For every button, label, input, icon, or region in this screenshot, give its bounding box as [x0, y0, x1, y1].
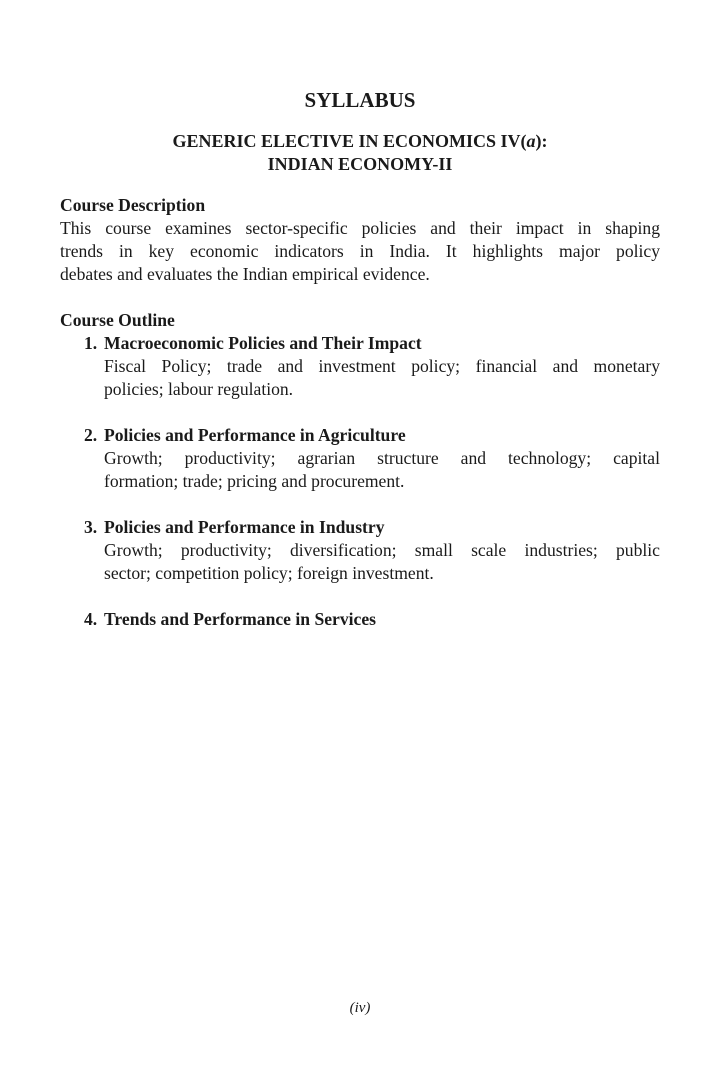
course-outline-heading-text: Course Outline [60, 310, 175, 330]
item-title: Trends and Performance in Services [104, 609, 377, 629]
item-title: Policies and Performance in Agriculture [104, 425, 406, 445]
item-title: Policies and Performance in Industry [104, 517, 385, 537]
item-line: Fiscal Policy; trade and investment policy; financial and monetary [104, 356, 660, 376]
outline-item-2 [84, 424, 660, 493]
subtitle-italic: a [526, 131, 536, 151]
item-number: 2. [84, 425, 98, 445]
item-line: Growth; productivity; agrarian structure and technology; capital [104, 448, 660, 468]
course-subtitle-line-2: INDIAN ECONOMY-II [267, 154, 453, 174]
outline-item-1 [84, 332, 660, 401]
page-title: SYLLABUS [304, 88, 416, 112]
page-number: (iv) [349, 1000, 371, 1016]
item-number: 4. [84, 609, 98, 629]
outline-item-4 [84, 608, 660, 631]
item-line: policies; labour regulation. [104, 379, 294, 399]
course-description-section [60, 194, 660, 286]
course-outline-heading [60, 309, 660, 332]
item-line: formation; trade; pricing and procurement. [104, 471, 405, 491]
outline-item-3 [84, 516, 660, 585]
subtitle-prefix: GENERIC ELECTIVE IN ECONOMICS IV( [172, 131, 527, 151]
item-line: Growth; productivity; diversification; small scale industries; public [104, 540, 660, 560]
description-line: This course examines sector-specific policies and their impact in shaping [60, 218, 660, 238]
item-line: sector; competition policy; foreign investment. [104, 563, 434, 583]
course-description-heading: Course Description [60, 195, 206, 215]
item-number: 3. [84, 517, 98, 537]
item-title: Macroeconomic Policies and Their Impact [104, 333, 422, 353]
course-subtitle-line-1 [0, 131, 720, 152]
item-number: 1. [84, 333, 98, 353]
subtitle-suffix: ): [535, 131, 548, 151]
description-line: trends in key economic indicators in India. It highlights major policy [60, 241, 660, 261]
description-line: debates and evaluates the Indian empirical evidence. [60, 264, 430, 284]
